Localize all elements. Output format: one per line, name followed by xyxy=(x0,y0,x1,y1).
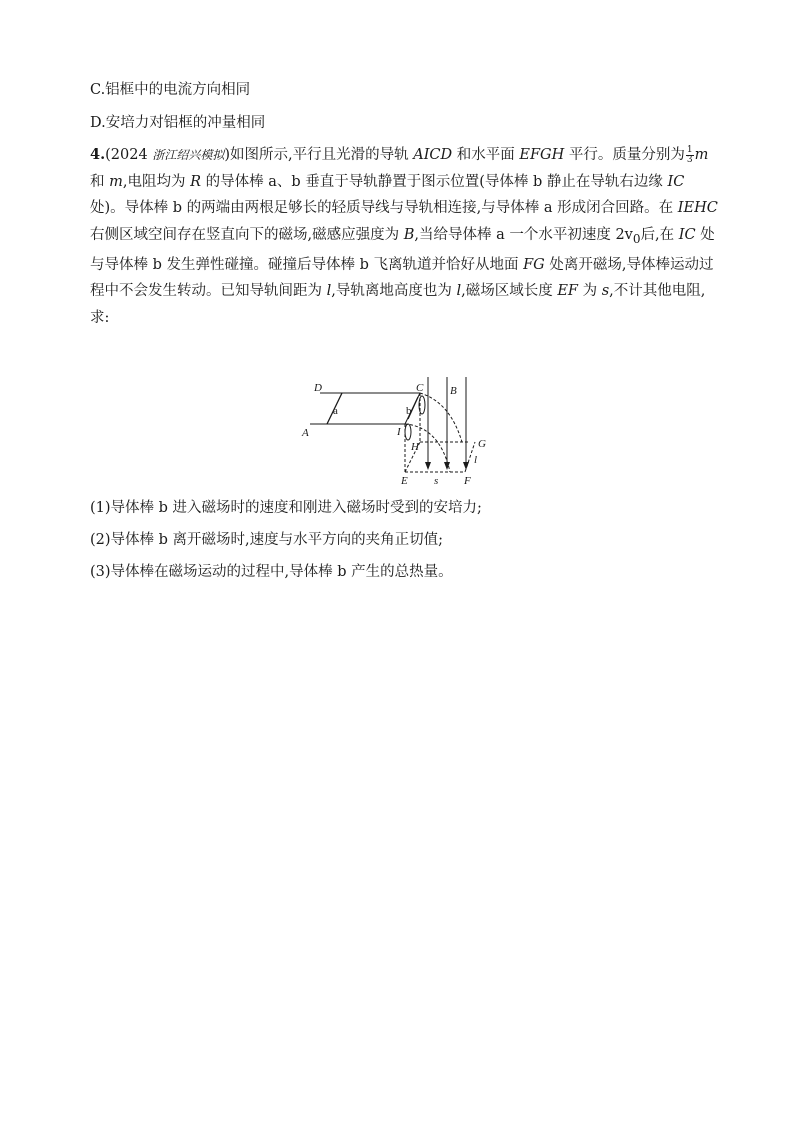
option-c: C.铝框中的电流方向相同 xyxy=(90,82,251,98)
label-B: B xyxy=(450,385,457,397)
label-a: a xyxy=(333,405,338,417)
subquestion-2: (2)导体棒 b 离开磁场时,速度与水平方向的夹角正切值; xyxy=(90,532,444,548)
label-I: I xyxy=(397,426,401,438)
label-D: D xyxy=(314,382,322,394)
label-E: E xyxy=(401,475,408,487)
subquestion-3: (3)导体棒在磁场运动的过程中,导体棒 b 产生的总热量。 xyxy=(90,564,453,580)
question-number: 4. xyxy=(90,146,106,163)
label-G: G xyxy=(478,438,486,450)
option-d: D.安培力对铝框的冲量相同 xyxy=(90,115,266,131)
label-b: b xyxy=(406,405,412,417)
question-4-stem: 4.(2024 浙江绍兴模拟)如图所示,平行且光滑的导轨 AICD 和水平面 EFGH 平行。质量分别为 $\frac{1}{3}$ m 和 m,电阻均为 R 的导体棒 a、b 垂直于导轨静置于图示位置(导体棒 b 静止在导轨右边缘 IC 处)。导体棒 b 的两端由两根足够长的轻质导线与导轨相连接,与导体棒 a 形成闭合回路。在 IEHC 右侧区域空间存在竖直向下的磁场,磁感应强度为 B,当给导体棒 a 一个水平初速度 $2v_0$后,在 IC 处与导体棒 b 发生弹性碰撞。碰撞后导体棒 b 飞离轨道并恰好从地面 FG 处离开磁场,导体棒运动过程中不会发生转动。已知导轨间距为 l,导轨离地高度也为 l,磁场区域长度 EF 为 s,不计其他电阻,求: xyxy=(90,144,718,326)
label-s: s xyxy=(434,475,439,487)
label-H: H xyxy=(411,441,419,453)
subquestion-1: (1)导体棒 b 进入磁场时的速度和刚进入磁场时受到的安培力; xyxy=(90,500,482,516)
wire-loop-lower xyxy=(405,424,411,440)
label-F: F xyxy=(464,475,471,487)
label-l: l xyxy=(474,454,478,466)
fraction-one-third: $\frac{1}{3}$ xyxy=(686,144,693,165)
field-arrows xyxy=(428,377,466,468)
rails-magnetic-field-figure xyxy=(300,372,500,490)
question-source: 浙江绍兴模拟 xyxy=(152,148,225,162)
label-C: C xyxy=(416,382,424,394)
label-A: A xyxy=(302,427,309,439)
field-region-dashed xyxy=(405,393,478,472)
